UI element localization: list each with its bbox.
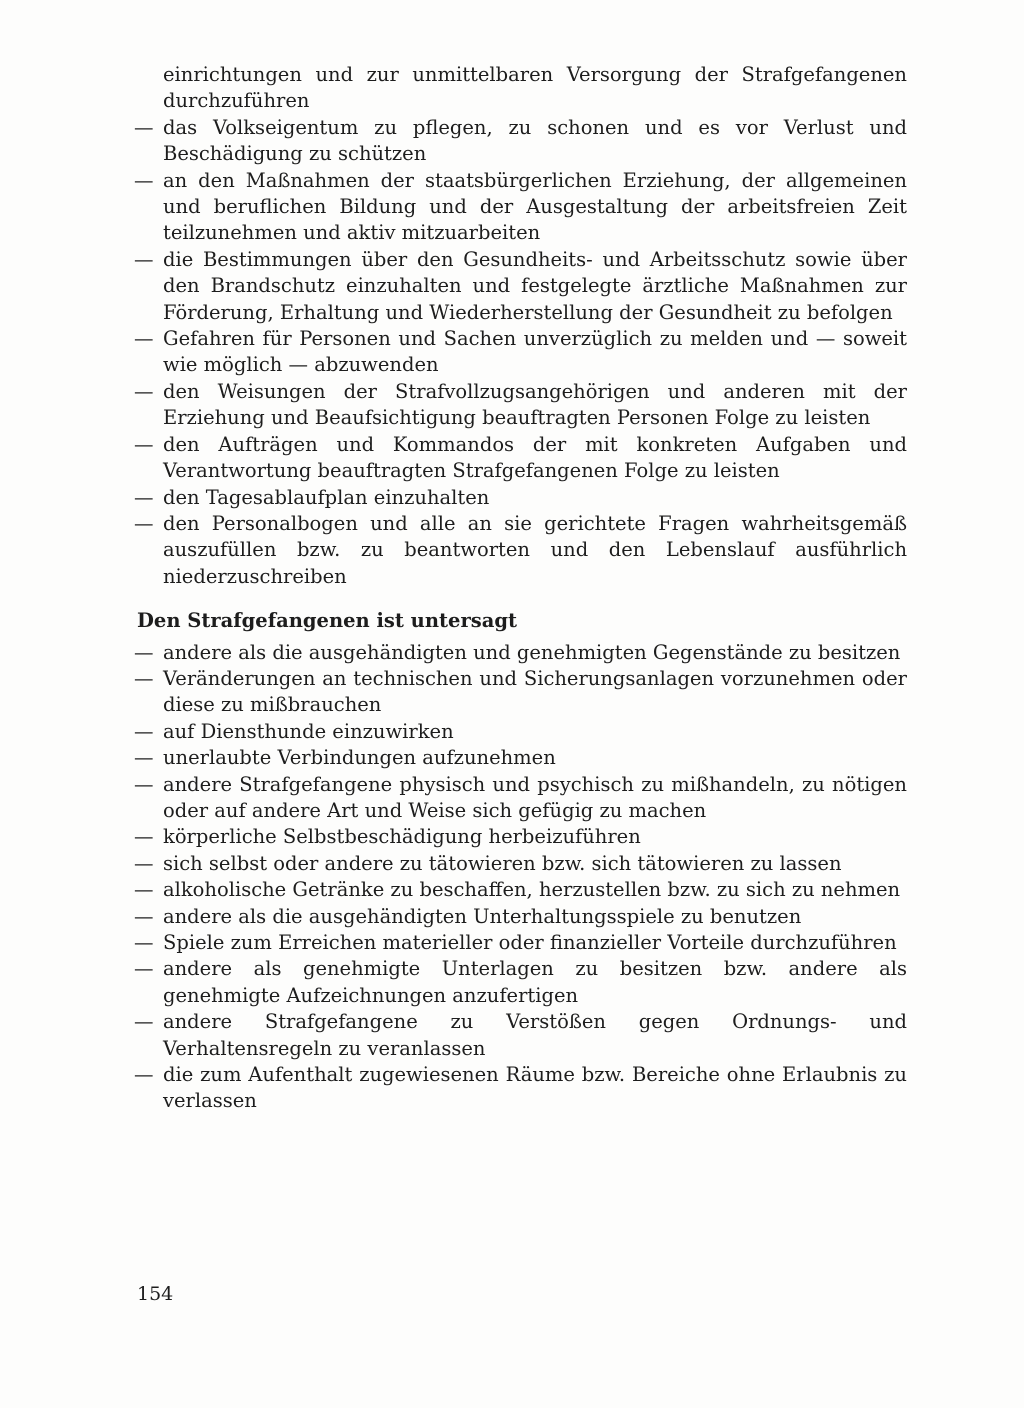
continuation-paragraph: einrichtungen und zur unmittelbaren Versorgung der Strafgefangenen durchzuführen xyxy=(163,63,907,113)
list-item: — das Volkseigentum zu pflegen, zu schonen und es vor Verlust und Beschädigung zu schützen xyxy=(137,115,907,168)
list-item: — die zum Aufenthalt zugewiesenen Räume bzw. Bereiche ohne Erlaubnis zu verlassen xyxy=(137,1062,907,1115)
list-item: — Spiele zum Erreichen materieller oder finanzieller Vorteile durchzuführen xyxy=(137,930,907,956)
list-item: — andere als die ausgehändigten und genehmigten Gegenstände zu besitzen xyxy=(137,640,907,666)
obligations-list xyxy=(137,115,907,590)
list-item: — den Aufträgen und Kommandos der mit konkreten Aufgaben und Verantwortung beauftragten Strafgefangenen Folge zu leisten xyxy=(137,432,907,485)
list-item: — andere als die ausgehändigten Unterhaltungsspiele zu benutzen xyxy=(137,904,907,930)
list-item: — sich selbst oder andere zu tätowieren bzw. sich tätowieren zu lassen xyxy=(137,851,907,877)
list-item: — alkoholische Getränke zu beschaffen, herzustellen bzw. zu sich zu nehmen xyxy=(137,877,907,903)
list-item: — andere Strafgefangene zu Verstößen gegen Ordnungs- und Verhaltensregeln zu veranlassen xyxy=(137,1009,907,1062)
list-item: — unerlaubte Verbindungen aufzunehmen xyxy=(137,745,907,771)
prohibitions-list xyxy=(137,640,907,1115)
list-item: — den Personalbogen und alle an sie gerichtete Fragen wahrheitsgemäß auszufüllen bzw. zu beantworten und den Lebenslauf ausführlich niederzuschreiben xyxy=(137,511,907,590)
list-item: — den Weisungen der Strafvollzugsangehörigen und anderen mit der Erziehung und Beaufsichtigung beauftragten Personen Folge zu leisten xyxy=(137,379,907,432)
list-item: — den Tagesablaufplan einzuhalten xyxy=(137,485,907,511)
list-item: — Gefahren für Personen und Sachen unverzüglich zu melden und — soweit wie möglich — abzuwenden xyxy=(137,326,907,379)
list-item: — an den Maßnahmen der staatsbürgerlichen Erziehung, der allgemeinen und beruflichen Bildung und der Ausgestaltung der arbeitsfreien Zeit teilzunehmen und aktiv mitzuarbeiten xyxy=(137,168,907,247)
section-heading: Den Strafgefangenen ist untersagt xyxy=(137,609,517,633)
list-item: — andere als genehmigte Unterlagen zu besitzen bzw. andere als genehmigte Aufzeichnungen anzufertigen xyxy=(137,956,907,1009)
list-item: — körperliche Selbstbeschädigung herbeizuführen xyxy=(137,824,907,850)
page-number: 154 xyxy=(137,1283,174,1305)
list-item: — andere Strafgefangene physisch und psychisch zu mißhandeln, zu nötigen oder auf andere Art und Weise sich gefügig zu machen xyxy=(137,772,907,825)
list-item: — Veränderungen an technischen und Sicherungsanlagen vorzunehmen oder diese zu mißbrauchen xyxy=(137,666,907,719)
list-item: — die Bestimmungen über den Gesundheits- und Arbeitsschutz sowie über den Brandschutz einzuhalten und festgelegte ärztliche Maßnahmen zur Förderung, Erhaltung und Wiederherstellung der Gesundheit zu befolgen xyxy=(137,247,907,326)
body-text xyxy=(137,62,907,1115)
list-item: — auf Diensthunde einzuwirken xyxy=(137,719,907,745)
